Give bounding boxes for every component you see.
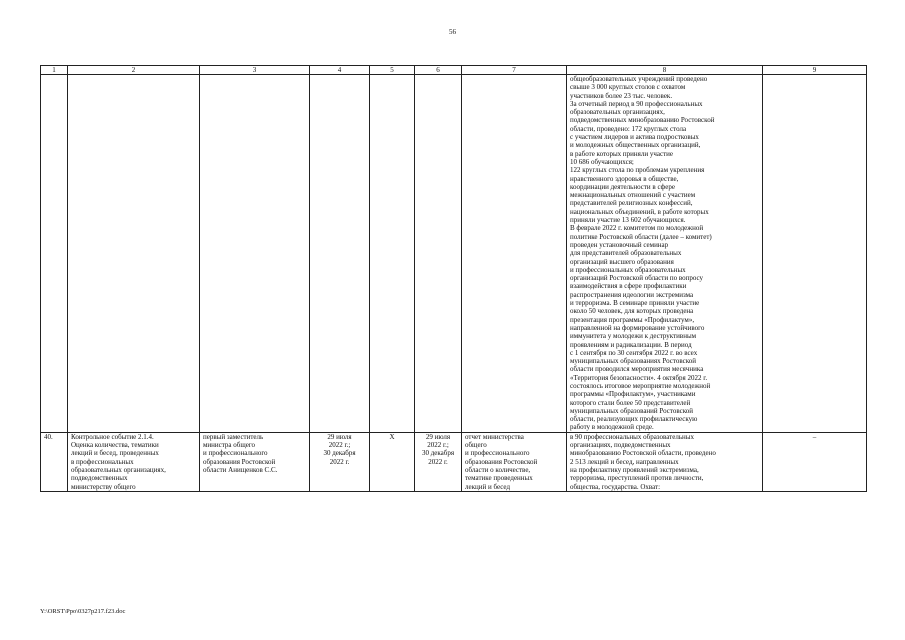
text-line: организаций высшего образования [570, 257, 674, 266]
text-line: лекций и бесед [465, 482, 511, 491]
text-line: 122 круглых стола по проблемам укрепления [570, 166, 705, 175]
text-line: и профессионального [203, 449, 268, 458]
text-line: 2022 г.; [427, 441, 449, 450]
text-line: муниципальных образований Ростовской [570, 406, 694, 415]
text-line: терроризма, преступлений против личности, [570, 474, 704, 483]
text-line: области, проведено: 172 круглых стола [570, 124, 687, 133]
text-line: взаимодействия в сфере профилактики [570, 282, 687, 291]
text-line: общеобразовательных учреждений проведено [570, 75, 708, 83]
text-line: образования Ростовской [465, 457, 538, 466]
planned-date [310, 432, 370, 491]
report-table [40, 65, 867, 492]
text-line: министерству общего [71, 482, 136, 491]
text-line: 29 июля [327, 432, 352, 441]
responsible-person [200, 432, 310, 491]
text-line: организациях, подведомственных [570, 441, 671, 450]
col9-value: – [763, 432, 867, 491]
table-row-40 [41, 432, 867, 491]
text-line: и профессиональных образовательных [570, 265, 686, 274]
text-line: подведомственных [71, 474, 128, 483]
event-description [68, 432, 200, 491]
text-line: участников более 23 тыс. человек. [570, 91, 673, 100]
text-line: иммунитета у молодежи к деструктивным [570, 332, 697, 341]
text-line: области о количестве, [465, 465, 531, 474]
continuation-result-text [567, 75, 763, 433]
text-line: организаций Ростовской области по вопросу [570, 274, 704, 283]
text-line: проявлениям и радикализации. В период [570, 340, 692, 349]
report-document [462, 432, 567, 491]
text-line: представителей религиозных конфессий, [570, 199, 693, 208]
text-line: первый заместитель [203, 432, 264, 441]
text-line: состоялось итоговое мероприятие молодежной [570, 381, 711, 390]
text-line: 2 513 лекций и бесед, направленных [570, 457, 679, 466]
text-line: и профессионального [465, 449, 530, 458]
file-path-footer: Y:\ORST\Ppo\0327p217.f23.doc [40, 608, 126, 615]
text-line: в 90 профессиональных образовательных [570, 432, 694, 441]
text-line: Контрольное событие 2.1.4. [71, 432, 154, 441]
text-line: области Анищенков С.С. [203, 465, 278, 474]
result-text [567, 432, 763, 491]
text-line: 2022 г.; [328, 441, 351, 450]
col-header-9: 9 [763, 66, 867, 75]
text-line: образования Ростовской [203, 457, 276, 466]
col-header-7: 7 [462, 66, 567, 75]
text-line: межнациональных отношений с участием [570, 191, 696, 200]
text-line: распространения идеологии экстремизма [570, 290, 694, 299]
text-line: нравственного здоровья в обществе, [570, 174, 679, 183]
text-line: тематике проведенных [465, 474, 533, 483]
col-header-2: 2 [68, 66, 200, 75]
text-line: Оценка количества, тематики [71, 441, 159, 450]
text-line: области проводился мероприятия месячника [570, 365, 704, 374]
col-header-5: 5 [370, 66, 415, 75]
text-line: презентация программы «Профилактум», [570, 315, 695, 324]
text-line: общего [465, 441, 487, 450]
text-line: 10 686 обучающихся; [570, 157, 634, 166]
text-line: 29 июля [425, 432, 451, 441]
text-line: на профилактику проявлений экстремизма, [570, 465, 699, 474]
text-line: приняли участие 13 602 обучающихся. [570, 216, 686, 225]
text-line: направленной на формирование устойчивого [570, 323, 705, 332]
text-line: министра общего [203, 441, 256, 450]
col-header-8: 8 [567, 66, 763, 75]
text-line: отчет министерства [465, 432, 524, 441]
text-line: 2022 г. [428, 457, 448, 466]
text-line: образовательных организациях, [71, 465, 166, 474]
text-line: политике Ростовской области (далее – комитет) [570, 232, 712, 241]
text-line: национальных объединений, в работе которых [570, 207, 709, 216]
text-line: и молодежных общественных организаций, [570, 141, 701, 150]
text-line: координации деятельности в сфере [570, 182, 675, 191]
text-line: около 50 человек, для которых проведена [570, 307, 694, 316]
text-line: муниципальных образованиях Ростовской [570, 357, 697, 366]
text-line: лекций и бесед, проведенных [71, 449, 159, 458]
col-header-1: 1 [41, 66, 68, 75]
text-line: которого стали более 50 представителей [570, 398, 691, 407]
text-line: образовательных организациях, [570, 108, 665, 117]
text-line: для представителей образовательных [570, 249, 682, 258]
text-line: области, реализующих профилактическую [570, 415, 698, 424]
text-line: общества, государства. Охват: [570, 482, 661, 491]
text-line: в профессиональных [71, 457, 134, 466]
text-line: в работе которых приняли участие [570, 149, 674, 158]
page-number: 56 [449, 28, 456, 36]
text-line: работу в молодежной среде. [570, 423, 654, 432]
text-line: программы «Профилактум», участниками [570, 390, 696, 399]
text-line: «Территория безопасности». 4 октября 2022 г. [570, 373, 708, 382]
col-header-3: 3 [200, 66, 310, 75]
col-header-6: 6 [415, 66, 462, 75]
col5-value: X [370, 432, 415, 491]
text-line: проведен установочный семинар [570, 240, 669, 249]
text-line: свыше 3 000 круглых столов с охватом [570, 83, 686, 92]
actual-date [415, 432, 462, 491]
text-line: 30 декабря [323, 449, 356, 458]
table-row-continuation [41, 75, 867, 433]
text-line: 2022 г. [329, 457, 350, 466]
text-line: с 1 сентября по 30 сентября 2022 г. во всех [570, 348, 698, 357]
text-line: с участием лидеров и актива подростковых [570, 133, 699, 142]
text-line: За отчетный период в 90 профессиональных [570, 99, 703, 108]
column-number-row [41, 66, 867, 75]
text-line: и терроризма. В семинаре приняли участие [570, 299, 700, 308]
text-line: минобразованию Ростовской области, проведено [570, 449, 716, 458]
text-line: 30 декабря [421, 449, 455, 458]
row-number: 40. [41, 432, 68, 491]
col-header-4: 4 [310, 66, 370, 75]
text-line: подведомственных минобразованию Ростовской [570, 116, 715, 125]
text-line: В феврале 2022 г. комитетом по молодежной [570, 224, 704, 233]
